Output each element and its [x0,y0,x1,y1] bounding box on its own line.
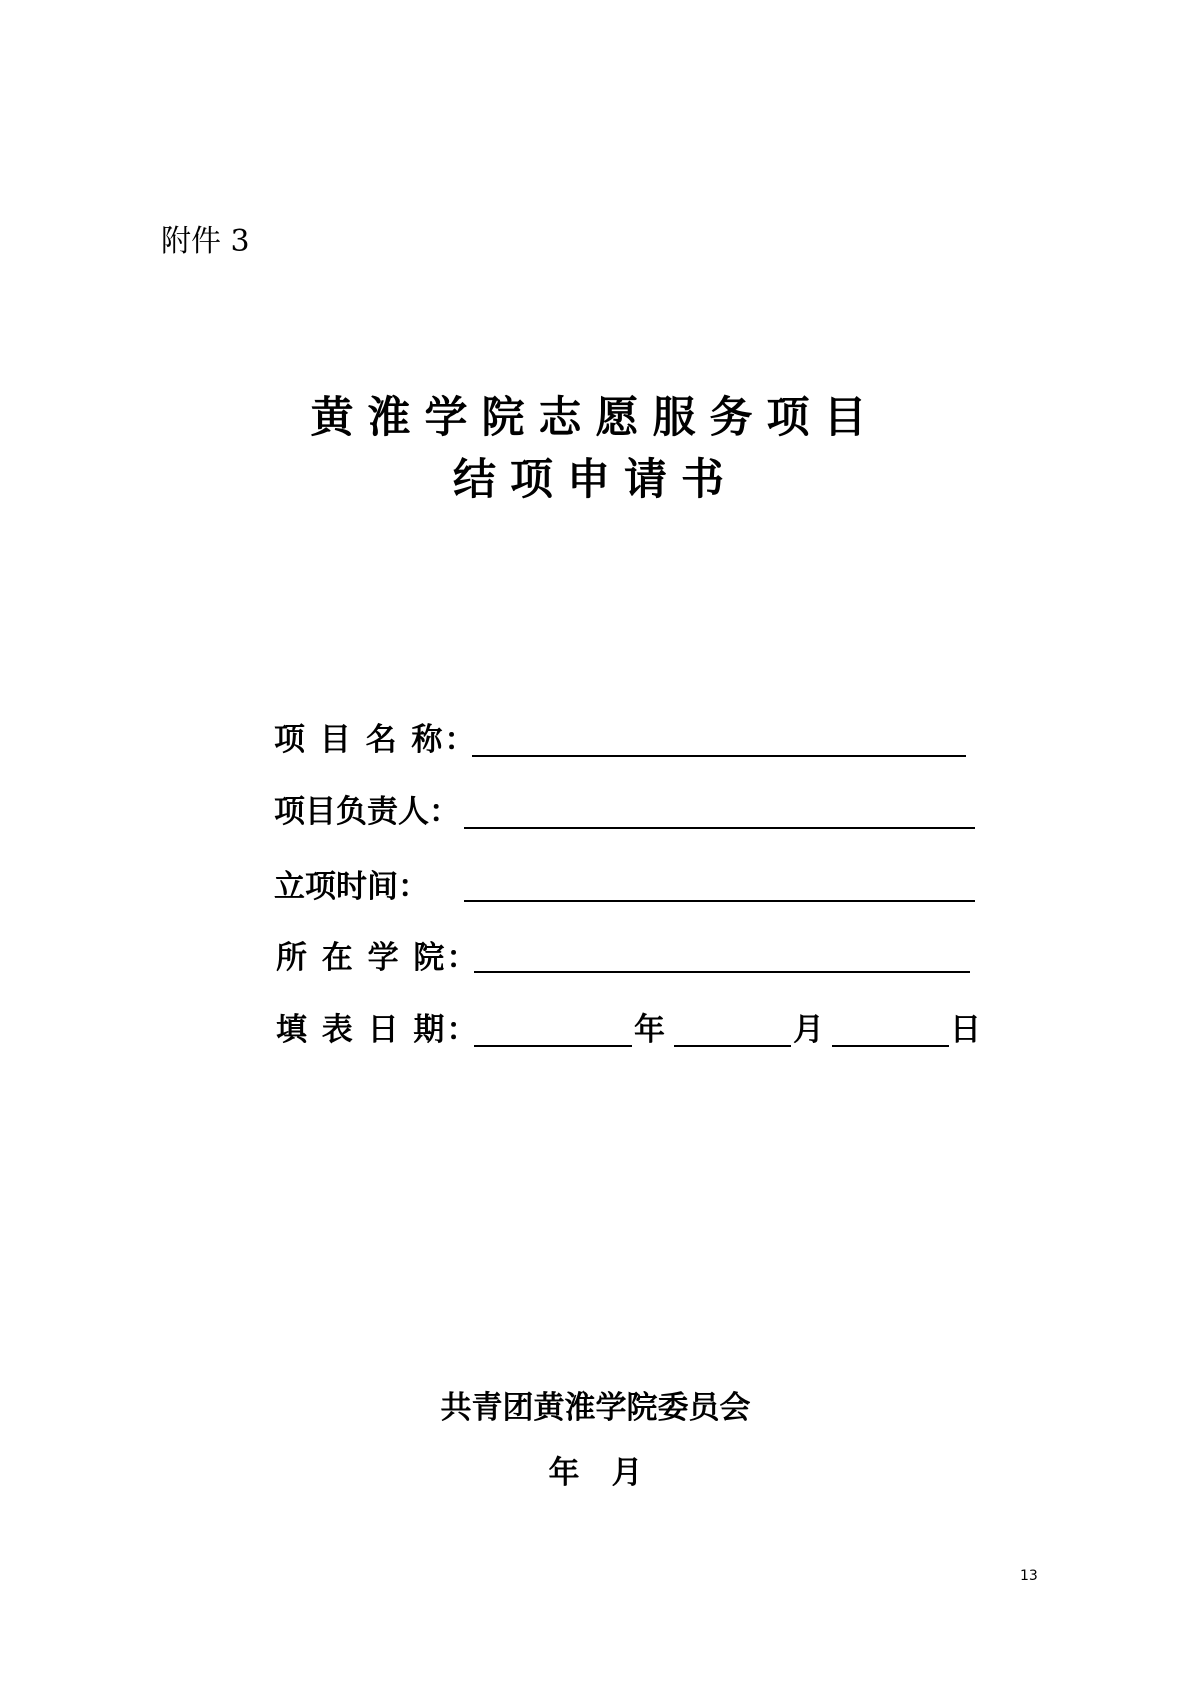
footer-month-unit: 月 [611,1455,643,1491]
attachment-label: 附件 3 [161,224,250,259]
footer-date [0,1453,1191,1493]
college-label: 所 在 学 院： [276,940,480,976]
approval-time-label: 立项时间： [274,869,429,905]
day-unit: 日 [950,1012,981,1048]
fill-date-label: 填 表 日 期： [276,1012,480,1048]
project-leader-label: 项目负责人： [274,794,460,830]
page-number: 13 [1020,1568,1038,1584]
document-title-line1: 黄淮学院志愿服务项目 [310,393,881,443]
month-unit: 月 [793,1012,824,1048]
project-name-field[interactable] [472,755,966,757]
approval-time-field[interactable] [464,900,975,902]
fill-date-day-field[interactable] [832,1045,949,1047]
college-field[interactable] [474,971,970,973]
project-leader-field[interactable] [464,827,975,829]
organization-name: 共青团黄淮学院委员会 [440,1390,751,1426]
footer-year-unit: 年 [548,1455,580,1491]
fill-date-year-field[interactable] [474,1045,632,1047]
document-title-line2: 结项申请书 [453,455,738,505]
project-name-label: 项 目 名 称： [274,722,478,758]
fill-date-month-field[interactable] [674,1045,791,1047]
year-unit: 年 [634,1012,665,1048]
